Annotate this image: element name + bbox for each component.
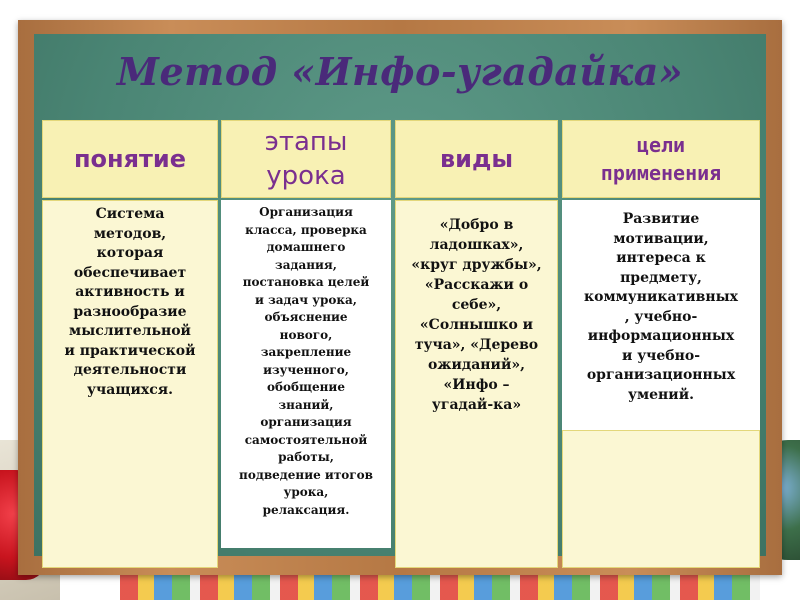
header-line: цели (636, 133, 686, 157)
header-line: понятие (73, 145, 187, 173)
cell-line: Развитие (622, 211, 700, 227)
cell-line: ожиданий», (428, 357, 525, 373)
cell-line: , учебно- (624, 308, 698, 325)
cell-line: «Солнышко и (419, 317, 534, 333)
cell-line: обеспечивает (73, 264, 187, 281)
header-line: применения (600, 161, 722, 185)
cell-line: ладошках», (429, 237, 524, 253)
cell-line: знаний, (278, 397, 334, 412)
cell-line: деятельности (73, 362, 187, 378)
cell-line: разнообразие (73, 303, 187, 320)
cell-line: и практической (64, 342, 196, 359)
header-line: виды (439, 145, 514, 173)
cell-line: домашнего (266, 240, 346, 254)
cell-line: самостоятельной (244, 432, 368, 447)
cell-lesson-stages (221, 200, 391, 548)
cell-types (395, 200, 558, 568)
slide-title: Метод «Инфо-угадайка» (116, 49, 684, 94)
cell-line: релаксация. (262, 502, 350, 517)
cell-line: «Расскажи о (424, 277, 529, 293)
cell-line: коммуникативных (584, 289, 738, 305)
header-line: этапы (264, 127, 348, 157)
cell-line: предмету, (620, 269, 702, 286)
cell-line: Система (95, 206, 165, 222)
cell-line: организация (260, 415, 352, 429)
cell-line: класса, проверка (245, 222, 367, 237)
cell-line: активность и (75, 284, 185, 300)
cell-line: и учебно- (621, 347, 701, 364)
cell-line: методов, (93, 225, 167, 242)
cell-line: объяснение (264, 310, 348, 324)
cell-line: постановка целей (242, 275, 370, 289)
cell-line: подведение итогов (239, 467, 373, 482)
cell-line: обобщение (267, 380, 345, 394)
cell-line: себе», (451, 297, 502, 313)
cell-line: нового, (279, 327, 333, 342)
cell-line: задания, (275, 257, 337, 272)
header-line: урока (266, 161, 346, 191)
header-concept (42, 120, 218, 198)
cell-line: умений. (628, 386, 694, 403)
cell-line: организационных (586, 367, 736, 383)
cell-line: «Инфо – (443, 377, 510, 393)
cell-line: работы, (278, 450, 334, 464)
cell-concept (42, 200, 218, 568)
cell-line: закрепление (260, 345, 352, 359)
cell-line: «Добро в (439, 217, 514, 233)
cell-line: Организация (259, 205, 353, 219)
cell-line: мотивации, (613, 230, 709, 247)
cell-goals-empty-area (562, 430, 760, 568)
cell-line: учащихся. (87, 381, 173, 398)
header-types (395, 120, 558, 198)
cell-line: и задач урока, (255, 292, 357, 307)
header-goals (562, 120, 760, 198)
cell-line: угадай-ка» (431, 397, 522, 413)
cell-line: «круг дружбы», (411, 257, 542, 273)
header-lesson-stages (221, 120, 391, 198)
cell-line: туча», «Дерево (414, 337, 539, 353)
cell-line: урока, (283, 485, 329, 499)
cell-goals (562, 200, 760, 430)
cell-line: информационных (587, 328, 735, 344)
cell-line: которая (96, 245, 164, 261)
cell-line: мыслительной (69, 323, 191, 339)
cell-line: интереса к (616, 250, 706, 266)
cell-line: изученного, (263, 362, 349, 377)
